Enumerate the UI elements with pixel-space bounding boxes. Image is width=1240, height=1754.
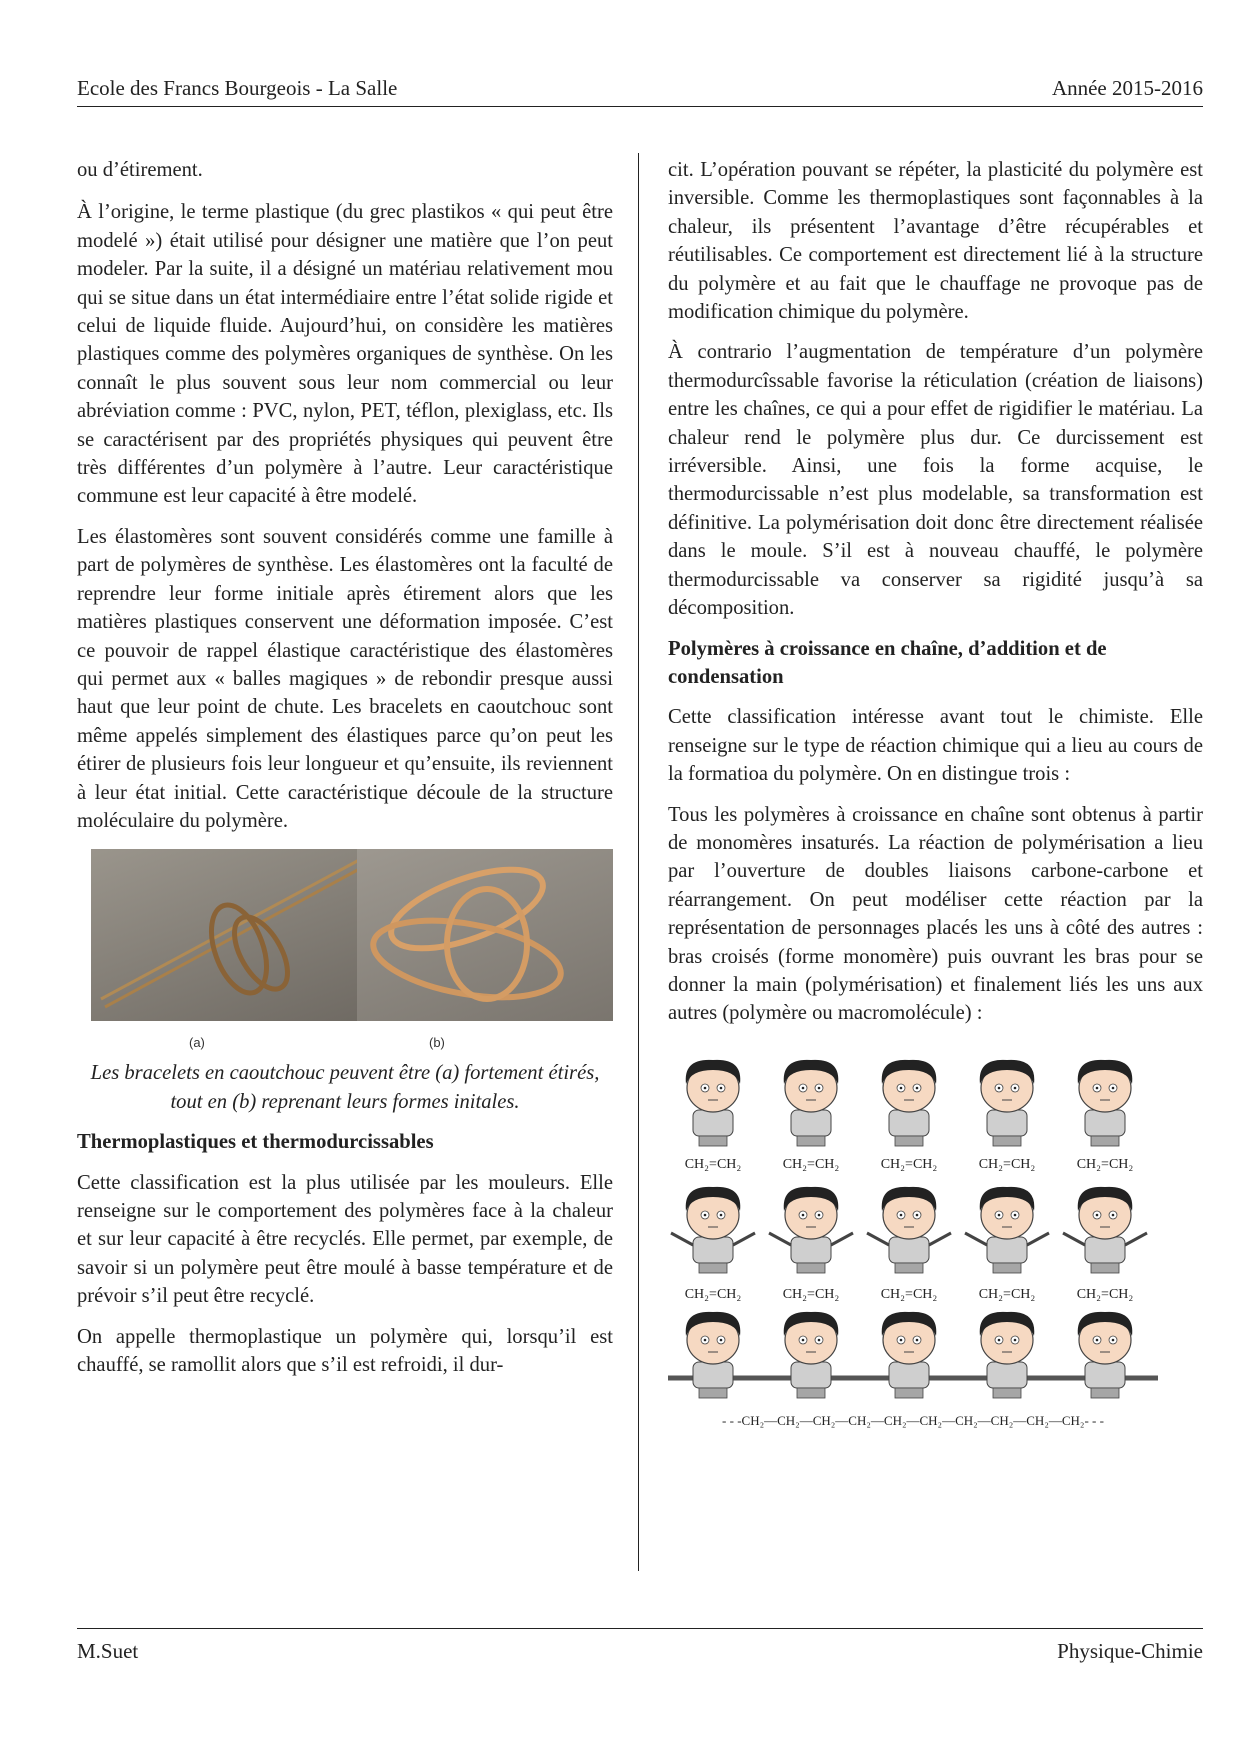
paragraph: Les élastomères sont souvent considérés comme une famille à part de polymères de synthèse. Les élastomères ont la faculté de reprendre leur forme initiale après étirement alors que les matières plastiques conservent une déformation imposée. C’est ce pouvoir de rappel élastique caractéristique des élastomères qui permet aux « balles magiques » de rebondir presque aussi haut que leur point de chute. Les bracelets en caoutchouc sont même appelés simplement des élastiques parce qu’on peut les étirer de plusieurs fois leur longueur et qu’ensuite, ils reviennent à leur état initial. Cette caractéristique découle de la structure moléculaire du polymère. [77,525,613,832]
subject: Physique-Chimie [1057,1639,1203,1663]
figure-label-b: (b) [429,1035,445,1051]
polymerization-illustration [668,1050,1203,1450]
opening-formula: CH₂=CH₂ [978,1286,1036,1302]
column-divider [638,153,639,1571]
school-name: Ecole des Francs Bourgeois - La Salle [77,76,398,100]
opening-formula: CH₂=CH₂ [1076,1286,1134,1302]
paragraph: À l’origine, le terme plastique (du grec plastikos « qui peut être modelé ») était utilisé pour désigner une matière que l’on peut modeler. Par la suite, il a désigné un matériau relativement mou qui se situe dans un état intermédiaire entre l’état solide rigide et celui de liquide fluide. Aujourd’hui, on considère les matières plastiques comme des polymères organiques de synthèse. On les connaît le plus souvent sous leur nom commercial ou leur abréviation comme : PVC, nylon, PET, téflon, plexiglass, etc. Ils se caractérisent par des propriétés physiques qui peuvent être très différentes d’un polymère à l’autre. Leur caractéristique commune est leur capacité à être modelé. [77,201,613,508]
section-heading: Polymères à croissance en chaîne, d’addition et de condensation [668,637,1107,688]
opening-formula: CH₂=CH₂ [782,1286,840,1302]
polymer-row [668,1312,1158,1398]
rubber-bands-figure [77,849,613,1059]
paragraph: Tous les polymères à croissance en chaîne sont obtenus à partir de monomères insaturés. La réaction de polymérisation a lieu par l’ouverture de doubles liaisons carbone-carbone et réarrangement. On peut modéliser cette réaction par la représentation de personnages placés les uns à côté des autres : bras croisés (forme monomère) puis ouvrant les bras pour se donner la main (polymérisation) et finalement liés les uns aux autres (polymère ou macromolécule) : [668,803,1203,1025]
opening-row [671,1187,1147,1273]
monomer-formula: CH₂=CH₂ [1076,1156,1134,1172]
monomer-formula: CH₂=CH₂ [684,1156,742,1172]
paragraph: Cette classification intéresse avant tout le chimiste. Elle renseigne sur le type de réaction chimique qui a lieu au cours de la formatioa du polymère. On en distingue trois : [668,706,1203,786]
school-year: Année 2015-2016 [1051,76,1203,100]
left-column [77,156,613,1391]
polymer-formula: - - -CH₂—CH₂—CH₂—CH₂—CH₂—CH₂—CH₂—CH₂—CH₂—CH₂- - - [722,1412,1104,1428]
paragraph: ou d’étirement. [77,159,203,181]
relaxed-band-photo [357,849,613,1021]
paragraph: Cette classification est la plus utilisée par les mouleurs. Elle renseigne sur le comportement des polymères face à la chaleur et sur leur capacité à être recyclés. Elle permet, par exemple, de savoir si un polymère peut être moulé à basse température et de prévoir s’il peut être recyclé. [77,1171,613,1308]
paragraph: On appelle thermoplastique un polymère qui, lorsqu’il est chauffé, se ramollit alors que s’il est refroidi, il dur- [77,1325,613,1376]
paragraph: À contrario l’augmentation de température d’un polymère thermodurcîssable favorise la réticulation (création de liaisons) entre les chaînes, ce qui a pour effet de rigidifier le matériau. La chaleur rend le polymère plus dur. Ce durcissement est irréversible. Ainsi, une fois la forme acquise, le thermodurcissable n’est plus modelable, sa transformation est définitive. La polymérisation doit donc être directement réalisée dans le moule. S’il est à nouveau chauffé, le polymère thermodurcissable va conserver sa rigidité jusqu’à sa décomposition. [668,341,1203,620]
monomer-formula: CH₂=CH₂ [782,1156,840,1172]
monomer-formula: CH₂=CH₂ [978,1156,1036,1172]
figure-label-a: (a) [189,1035,205,1051]
page-header [77,76,1203,107]
monomer-formula: CH₂=CH₂ [880,1156,938,1172]
opening-formula: CH₂=CH₂ [684,1286,742,1302]
author: M.Suet [77,1639,139,1663]
page-footer [77,1628,1203,1664]
stretched-band-photo [91,849,367,1021]
paragraph: cit. L’opération pouvant se répéter, la plasticité du polymère est inversible. Comme les thermoplastiques sont façonnables à la chaleur, ils présentent l’avantage d’être récupérables et réutilisables. Ce comportement est directement lié à la structure du polymère et au fait que le chauffage ne provoque pas de modification chimique du polymère. [668,159,1203,324]
section-heading: Thermoplastiques et thermodurcissables [77,1131,434,1154]
right-column [668,156,1203,1450]
opening-formula: CH₂=CH₂ [880,1286,938,1302]
figure-caption: Les bracelets en caoutchouc peuvent être (a) fortement étirés, tout en (b) reprenant leurs formes initales. [90,1062,600,1113]
polymerization-figure [668,1050,1203,1450]
monomer-row [686,1060,1133,1146]
